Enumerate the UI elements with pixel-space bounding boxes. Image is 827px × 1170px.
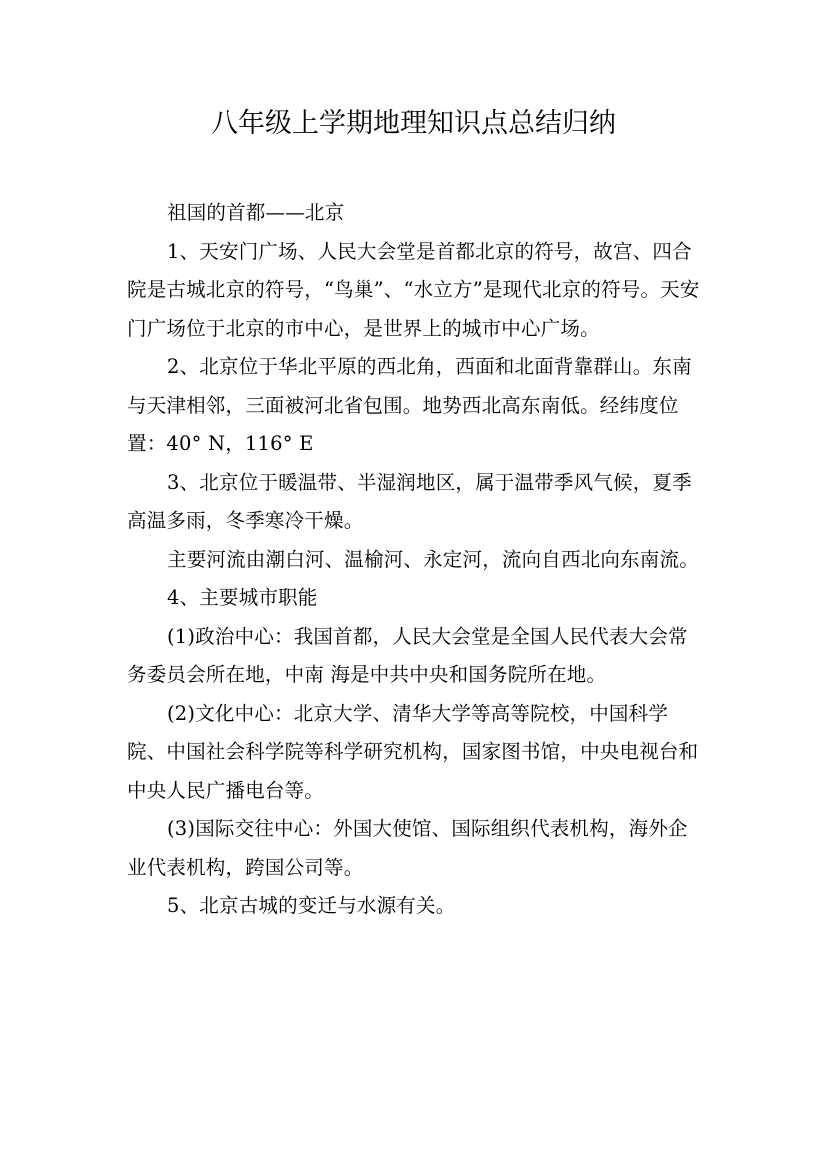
paragraph-political-center: (1)政治中心：我国首都，人民大会堂是全国人民代表大会常务委员会所在地，中南 海是中共中央和国务院所在地。	[127, 624, 688, 686]
paragraph-location: 2、北京位于华北平原的西北角，西面和北面背靠群山。东南与天津相邻，三面被河北省包围。地势西北高东南低。经纬度位置：40° N，116° E	[127, 355, 692, 455]
paragraph-rivers: 主要河流由潮白河、温榆河、永定河，流向自西北向东南流。	[167, 547, 699, 571]
paragraph-capital-heading: 祖国的首都——北京	[167, 201, 345, 224]
paragraph-cultural-center: (2)文化中心：北京大学、清华大学等高等院校，中国科学院、中国社会科学院等科学研究机构，国家图书馆，中央电视台和中央人民广播电台等。	[127, 701, 699, 802]
paragraph-climate: 3、北京位于暖温带、半湿润地区，属于温带季风气候，夏季高温多雨，冬季寒冷干燥。	[127, 470, 692, 532]
paragraph-old-city: 5、北京古城的变迁与水源有关。	[167, 894, 456, 917]
paragraph-symbols: 1、天安门广场、人民大会堂是首都北京的符号，故宫、四合院是古城北京的符号，“鸟巢”、“水立方”是现代北京的符号。天安门广场位于北京的市中心，是世界上的城市中心广场。	[127, 239, 700, 340]
paragraph-city-functions-heading: 4、主要城市职能	[167, 586, 318, 609]
paragraph-international-center: (3)国际交往中心：外国大使馆、国际组织代表机构，海外企业代表机构，跨国公司等。	[127, 817, 688, 879]
document-title: 八年级上学期地理知识点总结归纳	[211, 108, 616, 139]
document-body	[127, 194, 707, 926]
